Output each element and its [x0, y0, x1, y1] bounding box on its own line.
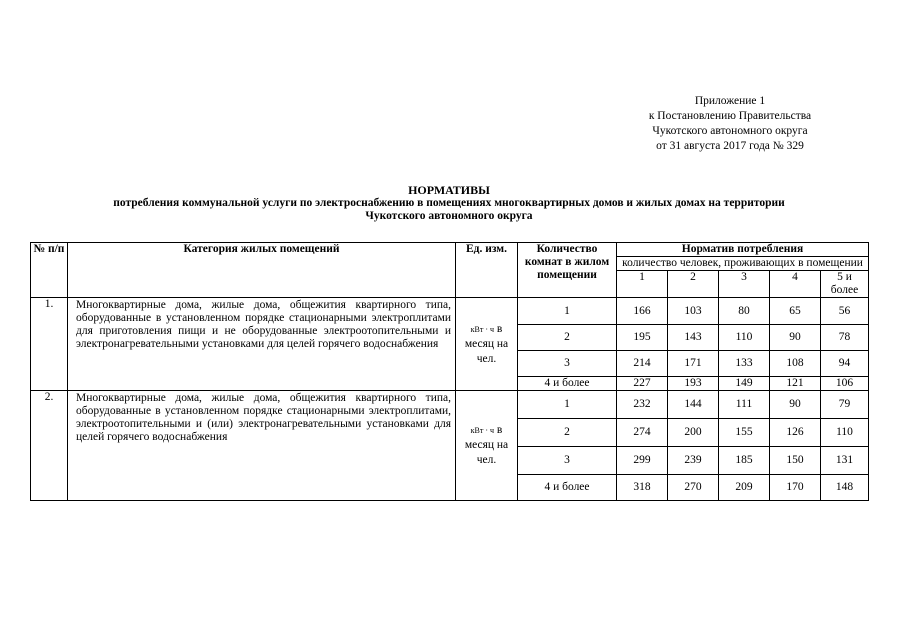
unit-kwh: кВт · ч [470, 324, 495, 334]
value-cell: 239 [668, 447, 719, 475]
rooms-cell: 4 и более [518, 377, 617, 391]
value-cell: 193 [668, 377, 719, 391]
value-cell: 94 [821, 351, 869, 377]
value-cell: 170 [770, 475, 821, 501]
value-cell: 274 [617, 419, 668, 447]
unit-in: в [496, 322, 503, 335]
rooms-cell: 3 [518, 351, 617, 377]
value-cell: 106 [821, 377, 869, 391]
rooms-cell: 3 [518, 447, 617, 475]
header-category: Категория жилых помещений [68, 243, 456, 298]
header-unit: Ед. изм. [456, 243, 518, 298]
value-cell: 270 [668, 475, 719, 501]
header-norm: Норматив потребления [617, 243, 869, 257]
appendix-line-1: Приложение 1 [694, 95, 766, 107]
value-cell: 110 [719, 325, 770, 351]
value-cell: 166 [617, 298, 668, 325]
table-row [31, 391, 869, 419]
category-description: Многоквартирные дома, жилые дома, общежития квартирного типа, оборудованные в установленном порядке стационарными электроплитами, электроотопительными и (или) электронагревательными установками для целей горячего водоснабжения [68, 391, 456, 501]
row-num: 2. [31, 391, 68, 501]
value-cell: 185 [719, 447, 770, 475]
unit-person: чел. [476, 352, 497, 365]
value-cell: 90 [770, 391, 821, 419]
value-cell: 209 [719, 475, 770, 501]
header-rooms: Количество комнат в жилом помещении [518, 243, 617, 298]
value-cell: 150 [770, 447, 821, 475]
title-subtitle-1: потребления коммунальной услуги по электроснабжению в помещениях многоквартирных домов и жилых домах на территории [113, 197, 785, 209]
value-cell: 108 [770, 351, 821, 377]
value-cell: 126 [770, 419, 821, 447]
rooms-cell: 4 и более [518, 475, 617, 501]
appendix-line-2: к Постановлению Правительства [648, 110, 812, 122]
header-people-col: 4 [770, 271, 821, 298]
value-cell: 78 [821, 325, 869, 351]
unit-kwh: кВт · ч [470, 426, 495, 435]
header-people: количество человек, проживающих в помещении [617, 257, 869, 271]
table-row [31, 298, 869, 325]
unit-month: месяц на [464, 337, 509, 350]
unit-cell [456, 391, 518, 501]
row-num: 1. [31, 298, 68, 391]
unit-in: в [496, 424, 503, 436]
value-cell: 90 [770, 325, 821, 351]
value-cell: 232 [617, 391, 668, 419]
appendix-header [590, 94, 870, 154]
value-cell: 155 [719, 419, 770, 447]
value-cell: 144 [668, 391, 719, 419]
document-title [30, 184, 868, 223]
header-people-col: 1 [617, 271, 668, 298]
value-cell: 318 [617, 475, 668, 501]
header-people-col: 2 [668, 271, 719, 298]
header-num: № п/п [31, 243, 68, 298]
rooms-cell: 1 [518, 391, 617, 419]
value-cell: 131 [821, 447, 869, 475]
value-cell: 56 [821, 298, 869, 325]
value-cell: 195 [617, 325, 668, 351]
unit-month: месяц на [464, 439, 509, 451]
value-cell: 80 [719, 298, 770, 325]
value-cell: 214 [617, 351, 668, 377]
value-cell: 65 [770, 298, 821, 325]
category-description: Многоквартирные дома, жилые дома, общежития квартирного типа, оборудованные в установленном порядке стационарными электроплитами для приготовления пищи и не оборудованные электроотопительными и электронагревательными установками для целей горячего водоснабжения [68, 298, 456, 391]
value-cell: 149 [719, 377, 770, 391]
value-cell: 227 [617, 377, 668, 391]
value-cell: 103 [668, 298, 719, 325]
header-people-col: 3 [719, 271, 770, 298]
value-cell: 111 [719, 391, 770, 419]
appendix-line-4: от 31 августа 2017 года № 329 [656, 140, 804, 152]
value-cell: 121 [770, 377, 821, 391]
value-cell: 133 [719, 351, 770, 377]
title-heading: НОРМАТИВЫ [408, 183, 490, 197]
value-cell: 171 [668, 351, 719, 377]
value-cell: 148 [821, 475, 869, 501]
rooms-cell: 2 [518, 419, 617, 447]
rooms-cell: 1 [518, 298, 617, 325]
rooms-cell: 2 [518, 325, 617, 351]
appendix-line-3: Чукотского автономного округа [652, 125, 808, 137]
value-cell: 79 [821, 391, 869, 419]
unit-cell [456, 298, 518, 391]
norms-table [30, 242, 869, 501]
unit-person: чел. [476, 454, 497, 466]
value-cell: 143 [668, 325, 719, 351]
value-cell: 299 [617, 447, 668, 475]
header-people-col: 5 и более [821, 271, 869, 298]
title-subtitle-2: Чукотского автономного округа [365, 210, 533, 222]
value-cell: 200 [668, 419, 719, 447]
value-cell: 110 [821, 419, 869, 447]
